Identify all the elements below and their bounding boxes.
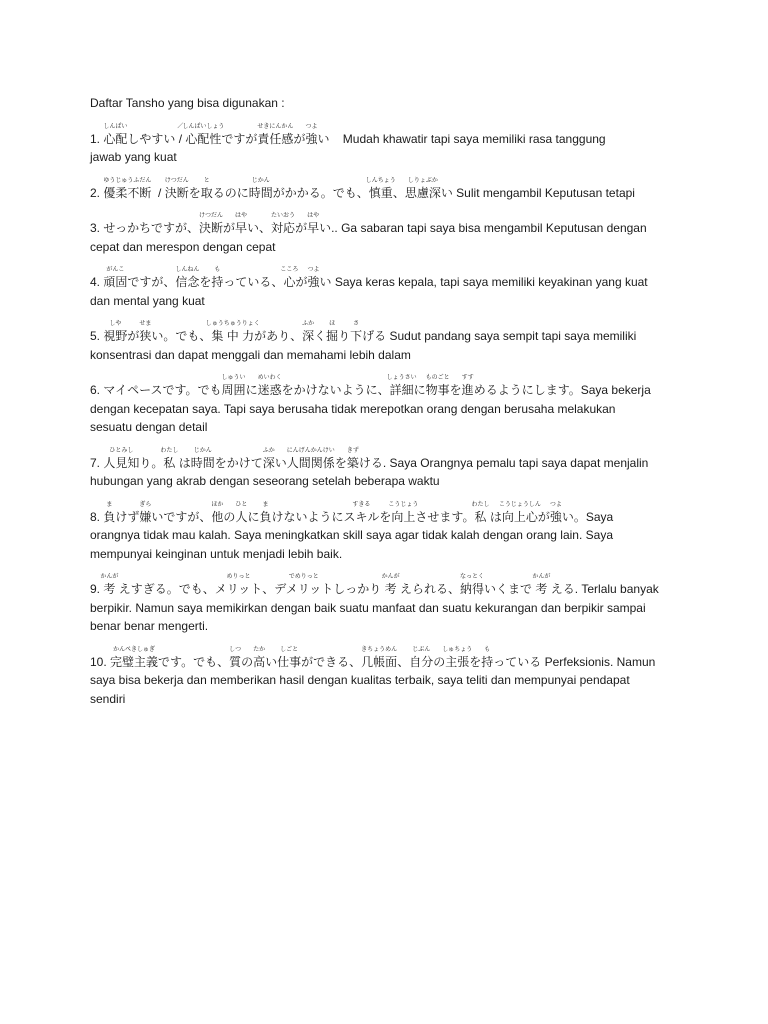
ruby-base-text: 主張 — [445, 654, 470, 669]
ruby-word — [235, 213, 248, 238]
text-segment: い。Saya — [561, 509, 614, 524]
text-segment: が — [223, 221, 236, 235]
text-segment: げる Sudut pandang saya sempit tapi saya memiliki — [362, 329, 637, 343]
text-segment: ができる、 — [301, 654, 362, 669]
furigana-text: しゅちょう — [442, 646, 473, 653]
item-continuation-line: benar benar mengerti. — [90, 619, 209, 633]
ruby-base-text: 進 — [461, 383, 474, 397]
ruby-word — [350, 321, 363, 346]
item-continuation-line: saya bisa bekerja dan memberikan hasil dengan kualitas terbaik, saya teliti dan mempunyai pendapat — [90, 673, 630, 687]
item-continuation-line: sendiri — [90, 691, 126, 706]
text-segment: 8. — [90, 509, 104, 524]
ruby-word — [100, 574, 119, 599]
ruby-base-text: 強 — [307, 275, 320, 289]
furigana-text: めりっと — [226, 574, 251, 580]
furigana-text: つよ — [549, 501, 562, 508]
item-continuation-line: sesuatu dengan detail — [90, 420, 208, 434]
text-segment: い.. Ga sabaran tapi saya bisa mengambil Keputusan dengan — [319, 221, 647, 235]
furigana-text: ま — [262, 501, 269, 508]
furigana-text: も — [214, 267, 221, 273]
ruby-base-text: 負 — [103, 509, 116, 524]
item-main-line — [90, 177, 730, 203]
ruby-word — [305, 123, 318, 149]
text-segment: ですが — [221, 131, 258, 146]
furigana-text: ほ — [329, 321, 336, 327]
ruby-word — [343, 501, 380, 527]
furigana-text: こころ — [280, 267, 299, 273]
ruby-word — [211, 267, 224, 292]
text-segment: / — [151, 185, 165, 200]
ruby-base-text: 負 — [259, 509, 272, 524]
text-segment: 、 — [392, 185, 405, 200]
text-segment: い。でも、 — [151, 329, 212, 343]
text-segment: を — [379, 509, 392, 524]
ruby-word — [461, 375, 474, 400]
ruby-base-text: 質 — [229, 654, 242, 669]
text-segment: が — [127, 329, 140, 343]
ruby-word — [388, 501, 419, 527]
ruby-base-text: 責任感 — [257, 131, 294, 146]
text-segment: があり、 — [254, 329, 303, 343]
ruby-word — [211, 501, 224, 527]
ruby-base-text: デメリット — [274, 582, 334, 596]
ruby-base-text: 強 — [305, 131, 318, 146]
text-segment: い Sulit mengambil Keputusan tetapi — [440, 185, 635, 200]
ruby-base-text: 高 — [253, 654, 266, 669]
list-item — [90, 375, 730, 437]
ruby-base-text: 優柔不断 — [103, 185, 152, 200]
ruby-base-text: 下 — [350, 329, 363, 343]
ruby-base-text: 仕事 — [277, 654, 302, 669]
item-main-line — [90, 447, 730, 473]
furigana-text: はや — [307, 213, 320, 219]
ruby-base-text: 頑固 — [103, 275, 128, 289]
ruby-word — [205, 321, 260, 346]
furigana-text: わたし — [160, 447, 179, 454]
furigana-text: かんが — [532, 574, 551, 580]
ruby-word — [409, 646, 434, 672]
text-segment: の — [241, 654, 254, 669]
item-main-line — [90, 646, 730, 672]
text-segment: 6. マイペースです。でも — [90, 383, 222, 397]
text-segment: が — [293, 131, 306, 146]
ruby-base-text: 考 — [384, 582, 397, 596]
furigana-text: わたし — [471, 501, 490, 508]
furigana-text: がんこ — [106, 267, 125, 273]
furigana-text: じかん — [251, 177, 270, 184]
ruby-word — [257, 375, 282, 400]
furigana-text: なっとく — [459, 574, 485, 580]
ruby-word — [139, 321, 152, 346]
ruby-word — [160, 447, 179, 473]
furigana-text: でめりっと — [288, 574, 319, 580]
ruby-word — [471, 501, 490, 527]
text-segment: 4. — [90, 275, 104, 289]
item-continuation-line: mempunyai keinginan untuk menjadi lebih baik. — [90, 546, 343, 561]
ruby-base-text: 取 — [200, 185, 213, 200]
text-segment: い、 — [247, 221, 272, 235]
ruby-base-text: 決断 — [164, 185, 189, 200]
ruby-base-text: メリット — [214, 582, 263, 596]
ruby-word — [175, 267, 200, 292]
ruby-word — [326, 321, 339, 346]
item-main-line — [90, 501, 730, 527]
list-item — [90, 213, 730, 256]
list-item — [90, 123, 730, 167]
ruby-word — [257, 123, 294, 149]
text-segment: 、 — [262, 582, 275, 596]
ruby-word — [481, 646, 494, 672]
text-segment: ですが、 — [127, 275, 176, 289]
ruby-base-text: 考 — [103, 582, 116, 596]
ruby-word — [549, 501, 562, 527]
furigana-text: けつだん — [198, 213, 223, 219]
text-segment: いくまで — [484, 582, 536, 596]
ruby-base-text: 決断 — [198, 221, 223, 235]
ruby-word — [259, 501, 272, 527]
furigana-text: きず — [346, 447, 359, 454]
furigana-text: はや — [235, 213, 248, 219]
ruby-word — [361, 646, 398, 672]
furigana-text: しょうさい — [386, 375, 417, 381]
ruby-word — [103, 123, 128, 149]
text-segment: は — [486, 509, 502, 524]
furigana-text: たか — [253, 646, 266, 653]
ruby-word — [198, 213, 223, 238]
text-segment: させます。 — [415, 509, 475, 524]
text-segment: がかかる。でも、 — [272, 185, 369, 200]
item-continuation-line: dengan kecepatan saya. Tapi saya berusaha tidak merepotkan orang dengan berusaha melakukan — [90, 401, 616, 416]
furigana-text: しゅうい — [221, 375, 246, 381]
text-segment: 、 — [397, 654, 410, 669]
text-segment: しっかり — [333, 582, 385, 596]
furigana-text: せま — [139, 321, 152, 327]
ruby-base-text: 自分 — [409, 654, 434, 669]
furigana-text: しんぱい — [103, 123, 128, 130]
text-segment: い Saya keras kepala, tapi saya memiliki keyakinan yang kuat — [319, 275, 648, 289]
ruby-word — [221, 375, 246, 400]
list-item — [90, 321, 730, 364]
item-main-line — [90, 267, 730, 292]
ruby-base-text: 深 — [302, 329, 315, 343]
text-segment: っている、 — [223, 275, 284, 289]
text-segment: 5. — [90, 329, 104, 343]
text-segment: の — [223, 509, 236, 524]
furigana-text: ものごと — [425, 375, 450, 381]
text-segment: しやすい — [127, 131, 179, 146]
ruby-base-text: 時間 — [248, 185, 273, 200]
furigana-text: めいわく — [257, 375, 282, 381]
text-segment: い — [265, 654, 278, 669]
document-page — [90, 94, 730, 708]
ruby-base-text: 築 — [346, 455, 359, 470]
text-segment: に — [413, 383, 426, 397]
furigana-text: けつだん — [164, 177, 189, 184]
ruby-base-text: 思慮深 — [404, 185, 441, 200]
ruby-base-text: 人間関係 — [286, 455, 335, 470]
text-segment: 9. — [90, 582, 104, 596]
item-continuation-line: jawab yang kuat — [90, 150, 177, 164]
text-segment: をかけないように、 — [281, 383, 390, 397]
text-segment: を — [188, 185, 201, 200]
text-segment: り。 — [139, 455, 164, 470]
ruby-base-text: 向上心 — [501, 509, 538, 524]
ruby-base-text: 強 — [549, 509, 562, 524]
text-segment: をかけて — [214, 455, 263, 470]
furigana-text: と — [203, 177, 210, 184]
ruby-base-text: 几帳面 — [361, 654, 398, 669]
text-segment: り — [338, 329, 351, 343]
text-segment: けず — [115, 509, 140, 524]
furigana-text: こうじょう — [388, 501, 419, 508]
ruby-base-text: 私 — [163, 455, 176, 470]
ruby-base-text: 人 — [235, 509, 248, 524]
furigana-text: ま — [106, 501, 113, 508]
item-continuation-line: dan mental yang kuat — [90, 293, 205, 308]
item-main-line — [90, 574, 730, 599]
ruby-base-text: 掘 — [326, 329, 339, 343]
furigana-text: せきにんかん — [257, 123, 294, 130]
list-item — [90, 646, 730, 709]
ruby-base-text: スキル — [343, 509, 380, 524]
text-segment: に — [247, 509, 260, 524]
item-continuation-line: hubungan yang akrab dengan seseorang setelah beberapa waktu — [90, 474, 440, 488]
list-item — [90, 177, 730, 203]
ruby-word — [214, 574, 263, 599]
ruby-base-text: 納得 — [460, 582, 485, 596]
ruby-word — [271, 213, 296, 238]
ruby-word — [302, 321, 315, 346]
ruby-base-text: 心配 — [103, 131, 128, 146]
furigana-text: も — [484, 646, 491, 653]
furigana-text: しゅうちゅうりょく — [205, 321, 260, 327]
ruby-word — [248, 177, 273, 203]
list-item — [90, 501, 730, 564]
text-segment: めるようにします。Saya bekerja — [473, 383, 651, 397]
ruby-word — [182, 123, 225, 149]
ruby-base-text: 心配性 — [185, 131, 222, 146]
furigana-text: ひとみし — [109, 447, 134, 454]
furigana-text: こうじょうしん — [498, 501, 541, 508]
text-segment: い — [274, 455, 287, 470]
list-item — [90, 267, 730, 310]
ruby-base-text: 私 — [474, 509, 487, 524]
text-segment: の — [433, 654, 446, 669]
ruby-word — [346, 447, 359, 473]
furigana-text: ぎら — [139, 501, 152, 508]
list-item — [90, 574, 730, 636]
furigana-text: しや — [109, 321, 122, 327]
ruby-base-text: 嫌 — [139, 509, 152, 524]
ruby-word — [110, 646, 159, 672]
furigana-text: かんが — [381, 574, 400, 580]
furigana-text: かんぺきしゅぎ — [113, 646, 155, 653]
ruby-base-text: 周囲 — [221, 383, 246, 397]
item-main-line — [90, 123, 730, 149]
furigana-text: ほか — [211, 501, 224, 508]
ruby-base-text: 早 — [235, 221, 248, 235]
text-segment: える. Terlalu banyak — [547, 582, 659, 596]
list-item — [90, 447, 730, 491]
furigana-text: しごと — [280, 646, 299, 653]
text-segment: ける. Saya Orangnya pemalu tapi saya dapat menjalin — [358, 455, 649, 470]
ruby-word — [103, 447, 140, 473]
ruby-word — [442, 646, 473, 672]
text-segment: です。でも、 — [158, 654, 230, 669]
ruby-word — [307, 213, 320, 238]
ruby-base-text: 人見知 — [103, 455, 140, 470]
text-segment: を — [469, 654, 482, 669]
furigana-text: にんげんかんけい — [286, 447, 335, 454]
ruby-word — [498, 501, 541, 527]
item-continuation-line: konsentrasi dan dapat menggali dan memahami lebih dalam — [90, 347, 411, 362]
furigana-text: さ — [353, 321, 360, 327]
ruby-base-text: 考 — [535, 582, 548, 596]
text-segment: 1. — [90, 131, 104, 146]
text-segment: に — [245, 383, 258, 397]
ruby-base-text: 他 — [211, 509, 224, 524]
ruby-base-text: 心 — [283, 275, 296, 289]
furigana-text: じぶん — [412, 646, 431, 653]
ruby-word — [425, 375, 450, 400]
text-segment: い Mudah khawatir tapi saya memiliki rasa tanggung — [317, 131, 606, 146]
furigana-text: じかん — [193, 447, 212, 454]
furigana-text: かんが — [100, 574, 119, 580]
text-segment: えすぎる。でも、 — [115, 582, 215, 596]
text-segment: 3. せっかちですが、 — [90, 221, 199, 235]
text-segment: が — [537, 509, 550, 524]
ruby-word — [286, 447, 335, 473]
ruby-base-text: 対応 — [271, 221, 296, 235]
text-segment: が — [295, 275, 308, 289]
text-segment: るのに — [212, 185, 249, 200]
furigana-text: しつ — [229, 646, 242, 653]
ruby-word — [235, 501, 248, 527]
furigana-text: ふか — [262, 447, 275, 454]
text-segment: を — [199, 275, 212, 289]
ruby-word — [365, 177, 396, 203]
ruby-base-text: / — [178, 131, 183, 146]
tansho-list — [90, 123, 730, 709]
ruby-base-text: 詳細 — [389, 383, 414, 397]
ruby-word — [277, 646, 302, 672]
ruby-base-text: 深 — [262, 455, 275, 470]
ruby-base-text: 時間 — [190, 455, 215, 470]
furigana-text: すす — [461, 375, 474, 381]
item-main-line — [90, 375, 730, 400]
furigana-text: つよ — [307, 267, 320, 273]
item-continuation-line: orangnya tidak mau kalah. Saya meningkatkan skill saya agar tidak kalah dengan orang lain. Saya — [90, 528, 613, 542]
furigana-text: しりょぶか — [407, 177, 438, 184]
ruby-base-text: 慎重 — [368, 185, 393, 200]
text-segment: が — [295, 221, 308, 235]
text-segment: いですが、 — [151, 509, 212, 524]
ruby-base-text: 持 — [481, 654, 494, 669]
furigana-text: ふか — [302, 321, 315, 327]
ruby-base-text: 信念 — [175, 275, 200, 289]
item-continuation-line: cepat dan merespon dengan cepat — [90, 239, 276, 254]
ruby-base-text: 物事 — [425, 383, 450, 397]
furigana-text: ゆうじゅうふだん — [103, 177, 152, 184]
text-segment: 2. — [90, 185, 104, 200]
furigana-text: きちょうめん — [361, 646, 398, 653]
ruby-word — [139, 501, 152, 527]
furigana-text: すきる — [352, 501, 371, 508]
ruby-base-text: 集 中 力 — [211, 329, 255, 343]
ruby-base-text: 視野 — [103, 329, 128, 343]
ruby-word — [262, 447, 275, 473]
text-segment: を — [449, 383, 462, 397]
ruby-base-text: 狭 — [139, 329, 152, 343]
ruby-word — [253, 646, 266, 672]
ruby-base-text: 迷惑 — [257, 383, 282, 397]
ruby-base-text: 完璧主義 — [110, 654, 159, 669]
ruby-word — [404, 177, 441, 203]
ruby-word — [103, 501, 116, 527]
furigana-text: たいおう — [271, 213, 296, 219]
list-heading: Daftar Tansho yang bisa digunakan : — [90, 96, 285, 110]
ruby-word — [177, 123, 184, 149]
ruby-word — [103, 267, 128, 292]
furigana-text: ／ — [177, 123, 184, 130]
furigana-text: つよ — [305, 123, 318, 130]
text-segment: けないように — [271, 509, 344, 524]
text-segment: は — [175, 455, 191, 470]
ruby-word — [103, 177, 152, 203]
ruby-word — [200, 177, 213, 203]
text-segment: 7. — [90, 455, 104, 470]
ruby-base-text: 向上 — [391, 509, 416, 524]
item-continuation-line: berpikir. Namun saya memikirkan dengan baik suatu manfaat dan suatu kekurangan dan berpikir sampai — [90, 600, 646, 615]
furigana-text: ひと — [235, 501, 248, 508]
ruby-word — [381, 574, 400, 599]
ruby-word — [307, 267, 320, 292]
text-segment: く — [314, 329, 327, 343]
item-main-line — [90, 321, 730, 346]
furigana-text: しんぱいしょう — [182, 123, 225, 130]
ruby-base-text: 早 — [307, 221, 320, 235]
ruby-word — [274, 574, 334, 599]
ruby-word — [190, 447, 215, 473]
furigana-text: しんちょう — [365, 177, 396, 184]
ruby-word — [386, 375, 417, 400]
furigana-text: しんねん — [175, 267, 200, 273]
ruby-base-text: 持 — [211, 275, 224, 289]
ruby-word — [103, 321, 128, 346]
ruby-word — [459, 574, 485, 599]
ruby-word — [229, 646, 242, 672]
ruby-word — [280, 267, 299, 292]
text-segment: を — [334, 455, 347, 470]
ruby-word — [164, 177, 189, 203]
text-segment: 10. — [90, 654, 111, 669]
ruby-word — [532, 574, 551, 599]
item-main-line — [90, 213, 730, 238]
text-segment: えられる、 — [396, 582, 460, 596]
text-segment: っている Perfeksionis. Namun — [493, 654, 656, 669]
